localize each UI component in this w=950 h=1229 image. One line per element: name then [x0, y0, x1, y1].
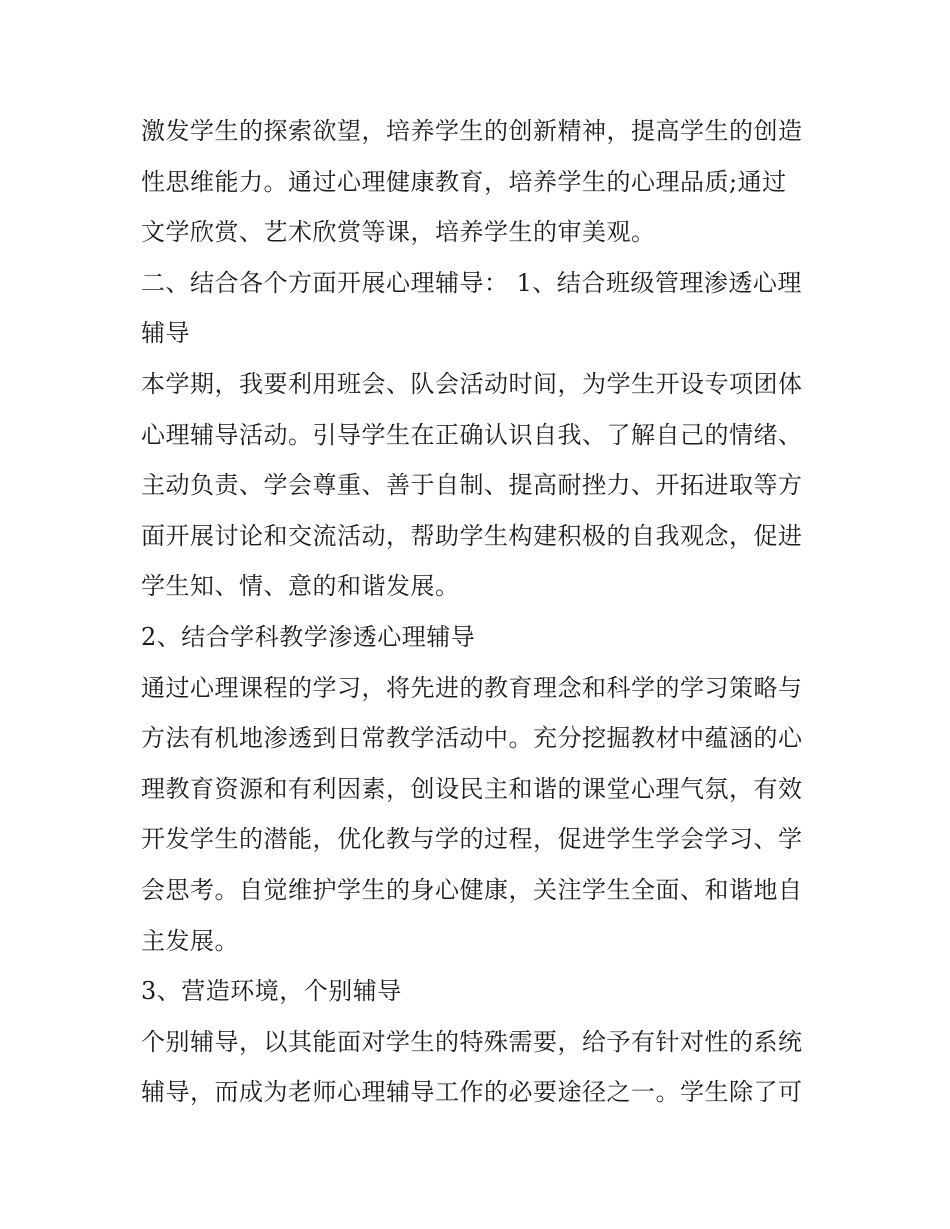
section-heading-line: 二、结合各个方面开展心理辅导： 1、结合班级管理渗透心理	[141, 268, 802, 297]
text-line: 性思维能力。通过心理健康教育，培养学生的心理品质;通过	[141, 167, 787, 196]
text-line: 开发学生的潜能，优化教与学的过程，促进学生学会学习、学	[141, 825, 803, 854]
text-line: 学生知、情、意的和谐发展。	[141, 572, 460, 601]
section-heading-line: 辅导	[141, 319, 190, 348]
text-line: 激发学生的探索欲望，培养学生的创新精神，提高学生的创造	[141, 117, 803, 145]
text-line: 理教育资源和有利因素，创设民主和谐的课堂心理气氛，有效	[141, 774, 803, 803]
text-line: 方法有机地渗透到日常教学活动中。充分挖掘教材中蕴涵的心	[141, 724, 803, 753]
text-line: 面开展讨论和交流活动，帮助学生构建积极的自我观念，促进	[141, 521, 803, 550]
text-line: 文学欣赏、艺术欣赏等课，培养学生的审美观。	[141, 218, 656, 247]
text-line: 主发展。	[141, 926, 239, 955]
subheading-line: 3、营造环境，个别辅导	[141, 977, 402, 1006]
subheading-line: 2、结合学科教学渗透心理辅导	[141, 622, 476, 651]
text-line: 会思考。自觉维护学生的身心健康，关注学生全面、和谐地自	[141, 875, 803, 904]
text-line: 心理辅导活动。引导学生在正确认识自我、了解自己的情绪、	[141, 420, 803, 449]
text-line: 本学期，我要利用班会、队会活动时间，为学生开设专项团体	[141, 369, 803, 398]
text-line: 通过心理课程的学习，将先进的教育理念和科学的学习策略与	[141, 673, 803, 702]
text-line: 主动负责、学会尊重、善于自制、提高耐挫力、开拓进取等方	[141, 471, 803, 500]
document-body	[141, 106, 821, 1118]
text-line: 辅导，而成为老师心理辅导工作的必要途径之一。学生除了可	[141, 1078, 803, 1107]
text-line: 个别辅导，以其能面对学生的特殊需要，给予有针对性的系统	[141, 1027, 803, 1056]
